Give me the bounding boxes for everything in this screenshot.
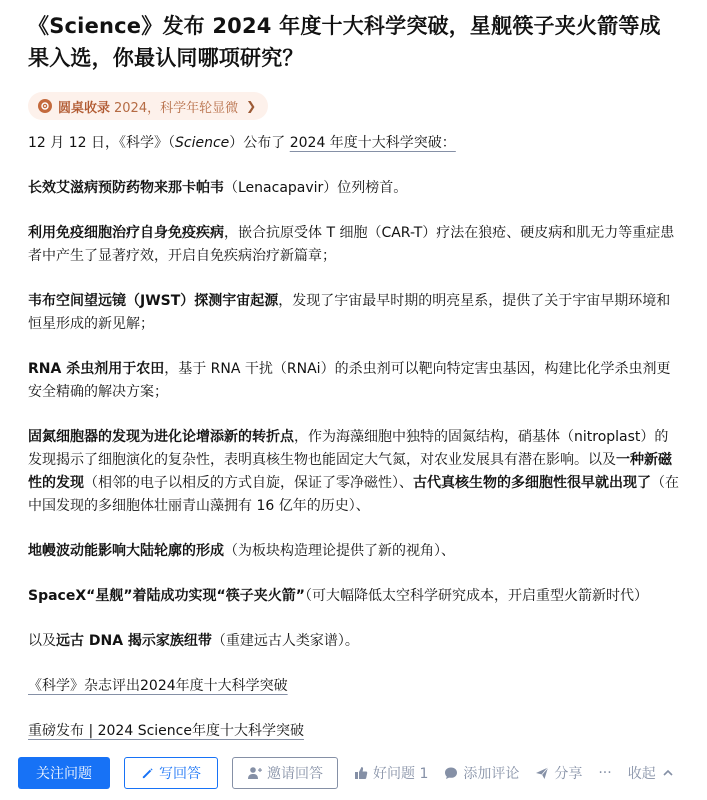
list-item [28,540,679,563]
intro-link[interactable]: 2024 年度十大科学突破： [289,135,456,151]
item-bold: 古代真核生物的多细胞性很早就出现了 [413,475,651,491]
share-icon [535,766,549,780]
write-answer-button[interactable] [124,757,218,789]
item-text: （为板块构造理论提供了新的视角）、 [224,543,455,559]
item-bold: 长效艾滋病预防药物来那卡帕韦 [28,180,224,196]
invite-answer-button[interactable] [232,757,338,789]
roundtable-brand: 圆桌收录 [58,100,111,116]
thumbs-up-icon [354,766,368,780]
chevron-right-icon: ❯ [246,99,257,113]
intro-prefix: 12 月 12 日，《科学》（ [28,135,175,151]
chevron-up-icon [662,767,674,779]
invite-answer-label: 邀请回答 [267,766,323,782]
intro-science: Science [174,135,230,151]
item-bold: 一种新磁性的发现 [28,452,672,491]
list-item [28,585,679,608]
item-bold: 韦布空间望远镜（JWST）探测宇宙起源 [28,293,279,309]
comment-icon [444,766,458,780]
collapse-label: 收起 [627,766,656,782]
list-item [28,630,679,653]
add-comment-label: 添加评论 [463,766,520,782]
intro-mid: ）公布了 [229,135,290,151]
list-item [28,290,679,336]
item-text: ，嵌合抗原受体 T 细胞（CAR-T）疗法在狼疮、硬皮病和肌无力等重症患者中产生了显著疗效，开启自免疾病治疗新篇章； [28,225,675,264]
good-question-label: 好问题 1 [373,766,429,782]
list-item [28,222,679,268]
item-text: ，发现了宇宙最早时期的明亮星系，提供了关于宇宙早期环境和恒星形成的新见解； [28,293,671,332]
list-item [28,426,679,518]
reference-link[interactable]: 《科学》杂志评出2024年度十大科学突破 [28,678,288,694]
item-bold: 地幔波动能影响大陆轮廓的形成 [28,543,224,559]
roundtable-pill[interactable] [28,92,268,120]
collapse-button[interactable] [628,763,674,783]
reference-link-1 [28,675,679,698]
roundtable-icon [38,99,52,113]
more-options-button[interactable]: ··· [598,765,612,781]
roundtable-subtitle: 2024，科学年轮显微 [114,100,239,116]
item-bold: 固氮细胞器的发现为进化论增添新的转折点 [28,429,294,445]
item-text: （在中国发现的多细胞体壮丽青山藻拥有 16 亿年的历史）、 [28,475,679,514]
question-detail [28,132,679,743]
intro-paragraph [28,132,679,155]
list-item [28,177,679,200]
item-bold: 远古 DNA 揭示家族纽带 [56,633,212,649]
list-item [28,358,679,404]
item-text: ，作为海藻细胞中独特的固氮结构，硝基体（nitroplast）的发现揭示了细胞演化的复杂性，表明真核生物也能固定大气氮，对农业发展具有潜在影响。以及 [28,429,669,468]
question-actions-bar [18,756,698,790]
share-button[interactable] [535,763,582,783]
follow-question-button[interactable]: 关注问题 [18,757,110,789]
write-answer-label: 写回答 [159,766,201,782]
good-question-button[interactable] [354,763,428,783]
item-bold: 利用免疫细胞治疗自身免疫疾病 [28,225,224,241]
item-bold: RNA 杀虫剂用于农田 [28,361,165,377]
question-title: 《Science》发布 2024 年度十大科学突破，星舰筷子夹火箭等成果入选，你最认同哪项研究？ [28,14,661,70]
pencil-icon [141,767,154,780]
item-bold: SpaceX“星舰”着陆成功实现“筷子夹火箭” [28,588,305,604]
reference-link-2 [28,720,679,743]
item-prefix: 以及 [28,633,56,649]
item-text: ，基于 RNA 干扰（RNAi）的杀虫剂可以靶向特定害虫基因，构建比化学杀虫剂更安全精确的解决方案； [28,361,671,400]
item-text: （可大幅降低太空科学研究成本，开启重型火箭新时代） [304,588,648,604]
item-text: （重建远古人类家谱）。 [211,633,359,649]
reference-link[interactable]: 重磅发布 | 2024 Science年度十大科学突破 [28,723,304,739]
add-user-icon [247,766,262,780]
item-text: （Lenacapavir）位列榜首。 [224,180,408,196]
add-comment-button[interactable] [444,763,519,783]
item-text: （相邻的电子以相反的方式自旋，保证了零净磁性）、 [84,475,413,491]
share-label: 分享 [554,766,583,782]
